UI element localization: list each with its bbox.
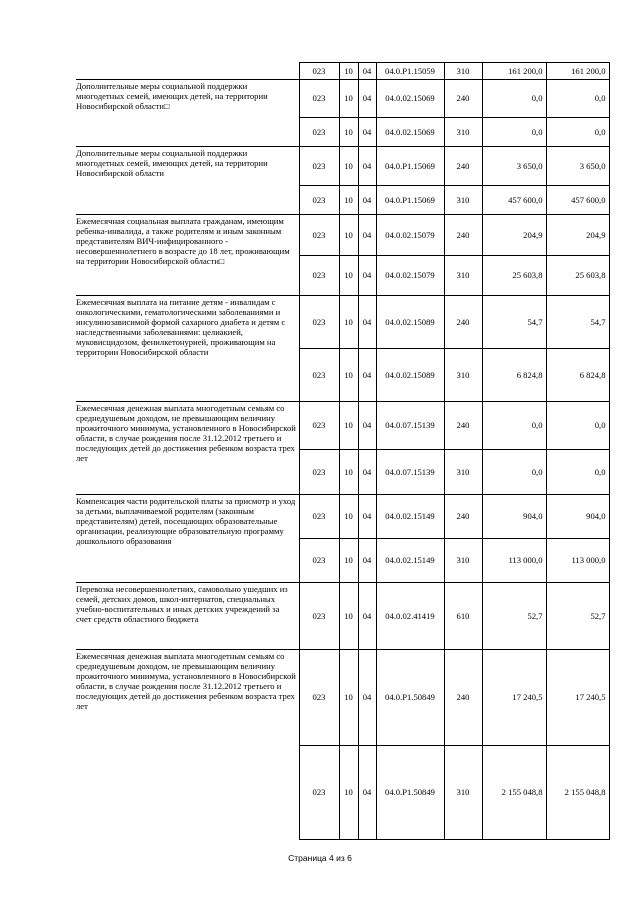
target-article-cell: 04.0.P1.50849	[376, 746, 444, 840]
amount-cell: 0,0	[546, 450, 609, 495]
ved-code-cell: 023	[299, 118, 339, 147]
section-code-cell: 10	[339, 80, 358, 118]
table-row	[76, 583, 609, 650]
expense-type-cell: 310	[444, 186, 482, 215]
target-article-cell: 04.0.02.15149	[376, 495, 444, 539]
expense-type-cell: 310	[444, 746, 482, 840]
row-description: Компенсация части родительской платы за присмотр и уход за детьми, выплачиваемой родителям (законным представителям) детей, посещающих образовательные организации, реализующие образовательную программу дошкольного образования	[76, 495, 299, 583]
subsection-code-cell: 04	[358, 450, 376, 495]
amount-cell: 2 155 048,8	[546, 746, 609, 840]
target-article-cell: 04.0.P1.50849	[376, 650, 444, 746]
row-description: Ежемесячная денежная выплата многодетным семьям со среднедушевым доходом, не превышающим величину прожиточного минимума, установленного в Новосибирской области, в случае рождения после 31.12.2012 третьего и последующих детей до достижения ребенком возраста трех лет	[76, 402, 299, 495]
expense-type-cell: 310	[444, 118, 482, 147]
section-code-cell: 10	[339, 402, 358, 450]
budget-table	[76, 62, 610, 840]
table-row	[76, 296, 609, 349]
amount-cell: 204,9	[546, 215, 609, 256]
amount-cell: 113 000,0	[482, 539, 546, 583]
target-article-cell: 04.0.07.15139	[376, 450, 444, 495]
amount-cell: 904,0	[546, 495, 609, 539]
target-article-cell: 04.0.02.15079	[376, 215, 444, 256]
amount-cell: 54,7	[482, 296, 546, 349]
row-description: Дополнительные меры социальной поддержки многодетных семей, имеющих детей, на территории Новосибирской области□	[76, 80, 299, 147]
row-description	[76, 63, 299, 80]
target-article-cell: 04.0.07.15139	[376, 402, 444, 450]
amount-cell: 0,0	[546, 402, 609, 450]
ved-code-cell: 023	[299, 746, 339, 840]
amount-cell: 6 824,8	[482, 349, 546, 402]
amount-cell: 52,7	[482, 583, 546, 650]
amount-cell: 3 650,0	[482, 147, 546, 186]
subsection-code-cell: 04	[358, 495, 376, 539]
amount-cell: 2 155 048,8	[482, 746, 546, 840]
subsection-code-cell: 04	[358, 296, 376, 349]
expense-type-cell: 240	[444, 650, 482, 746]
section-code-cell: 10	[339, 63, 358, 80]
amount-cell: 0,0	[482, 80, 546, 118]
ved-code-cell: 023	[299, 402, 339, 450]
table-row	[76, 215, 609, 256]
expense-type-cell: 240	[444, 402, 482, 450]
budget-table-body	[76, 63, 609, 840]
section-code-cell: 10	[339, 296, 358, 349]
amount-cell: 17 240,5	[482, 650, 546, 746]
table-row	[76, 80, 609, 118]
section-code-cell: 10	[339, 215, 358, 256]
section-code-cell: 10	[339, 539, 358, 583]
subsection-code-cell: 04	[358, 349, 376, 402]
section-code-cell: 10	[339, 450, 358, 495]
section-code-cell: 10	[339, 256, 358, 296]
expense-type-cell: 240	[444, 215, 482, 256]
subsection-code-cell: 04	[358, 215, 376, 256]
amount-cell: 6 824,8	[546, 349, 609, 402]
amount-cell: 904,0	[482, 495, 546, 539]
ved-code-cell: 023	[299, 650, 339, 746]
subsection-code-cell: 04	[358, 746, 376, 840]
table-row	[76, 63, 609, 80]
amount-cell: 0,0	[546, 118, 609, 147]
target-article-cell: 04.0.P1.15069	[376, 186, 444, 215]
section-code-cell: 10	[339, 349, 358, 402]
row-description: Дополнительные меры социальной поддержки многодетных семей, имеющих детей, на территории Новосибирской области	[76, 147, 299, 215]
section-code-cell: 10	[339, 118, 358, 147]
expense-type-cell: 240	[444, 296, 482, 349]
expense-type-cell: 610	[444, 583, 482, 650]
amount-cell: 204,9	[482, 215, 546, 256]
ved-code-cell: 023	[299, 349, 339, 402]
ved-code-cell: 023	[299, 186, 339, 215]
section-code-cell: 10	[339, 147, 358, 186]
ved-code-cell: 023	[299, 63, 339, 80]
expense-type-cell: 310	[444, 256, 482, 296]
table-row	[76, 402, 609, 450]
section-code-cell: 10	[339, 746, 358, 840]
target-article-cell: 04.0.P1.15059	[376, 63, 444, 80]
subsection-code-cell: 04	[358, 80, 376, 118]
amount-cell: 457 600,0	[482, 186, 546, 215]
expense-type-cell: 310	[444, 349, 482, 402]
amount-cell: 0,0	[482, 402, 546, 450]
amount-cell: 17 240,5	[546, 650, 609, 746]
subsection-code-cell: 04	[358, 256, 376, 296]
expense-type-cell: 240	[444, 147, 482, 186]
row-description: Ежемесячная денежная выплата многодетным семьям со среднедушевым доходом, не превышающим величину прожиточного минимума, установленного в Новосибирской области, в случае рождения после 31.12.2012 третьего и последующих детей до достижения ребенком возраста трех лет	[76, 650, 299, 840]
row-description: Ежемесячная социальная выплата гражданам, имеющим ребенка-инвалида, а также родителям и иным законным представителям ВИЧ-инфицированного - несовершеннолетнего в возрасте до 18 лет, проживающим на территории Новосибирской области□	[76, 215, 299, 296]
subsection-code-cell: 04	[358, 539, 376, 583]
amount-cell: 0,0	[546, 80, 609, 118]
section-code-cell: 10	[339, 495, 358, 539]
expense-type-cell: 310	[444, 539, 482, 583]
subsection-code-cell: 04	[358, 118, 376, 147]
amount-cell: 161 200,0	[546, 63, 609, 80]
row-description: Ежемесячная выплата на питание детям - инвалидам с онкологическими, гематологическими заболеваниями и инсулинозависимой формой сахарного диабета и детям с наследственными заболеваниями: целиакией, муковисцидозом, фенилкетонурией, проживающим на территории Новосибирской области	[76, 296, 299, 402]
table-row	[76, 495, 609, 539]
subsection-code-cell: 04	[358, 186, 376, 215]
target-article-cell: 04.0.02.15089	[376, 296, 444, 349]
ved-code-cell: 023	[299, 256, 339, 296]
page-number: Страница 4 из 6	[288, 853, 352, 863]
amount-cell: 3 650,0	[546, 147, 609, 186]
target-article-cell: 04.0.02.15089	[376, 349, 444, 402]
amount-cell: 25 603,8	[482, 256, 546, 296]
amount-cell: 52,7	[546, 583, 609, 650]
amount-cell: 0,0	[482, 450, 546, 495]
ved-code-cell: 023	[299, 215, 339, 256]
section-code-cell: 10	[339, 186, 358, 215]
target-article-cell: 04.0.02.15079	[376, 256, 444, 296]
target-article-cell: 04.0.02.15069	[376, 118, 444, 147]
target-article-cell: 04.0.02.41419	[376, 583, 444, 650]
amount-cell: 0,0	[482, 118, 546, 147]
row-description: Перевозка несовершеннолетних, самовольно ушедших из семей, детских домов, школ-интернатов, специальных учебно-воспитательных и иных детских учреждений за счет средств областного бюджета	[76, 583, 299, 650]
section-code-cell: 10	[339, 650, 358, 746]
section-code-cell: 10	[339, 583, 358, 650]
target-article-cell: 04.0.P1.15069	[376, 147, 444, 186]
subsection-code-cell: 04	[358, 583, 376, 650]
expense-type-cell: 240	[444, 495, 482, 539]
ved-code-cell: 023	[299, 296, 339, 349]
target-article-cell: 04.0.02.15149	[376, 539, 444, 583]
table-row	[76, 650, 609, 746]
ved-code-cell: 023	[299, 495, 339, 539]
ved-code-cell: 023	[299, 583, 339, 650]
ved-code-cell: 023	[299, 539, 339, 583]
amount-cell: 113 000,0	[546, 539, 609, 583]
subsection-code-cell: 04	[358, 402, 376, 450]
ved-code-cell: 023	[299, 450, 339, 495]
amount-cell: 25 603,8	[546, 256, 609, 296]
amount-cell: 54,7	[546, 296, 609, 349]
amount-cell: 457 600,0	[546, 186, 609, 215]
target-article-cell: 04.0.02.15069	[376, 80, 444, 118]
expense-type-cell: 310	[444, 450, 482, 495]
table-row	[76, 147, 609, 186]
expense-type-cell: 240	[444, 80, 482, 118]
ved-code-cell: 023	[299, 147, 339, 186]
expense-type-cell: 310	[444, 63, 482, 80]
subsection-code-cell: 04	[358, 147, 376, 186]
amount-cell: 161 200,0	[482, 63, 546, 80]
subsection-code-cell: 04	[358, 650, 376, 746]
subsection-code-cell: 04	[358, 63, 376, 80]
ved-code-cell: 023	[299, 80, 339, 118]
